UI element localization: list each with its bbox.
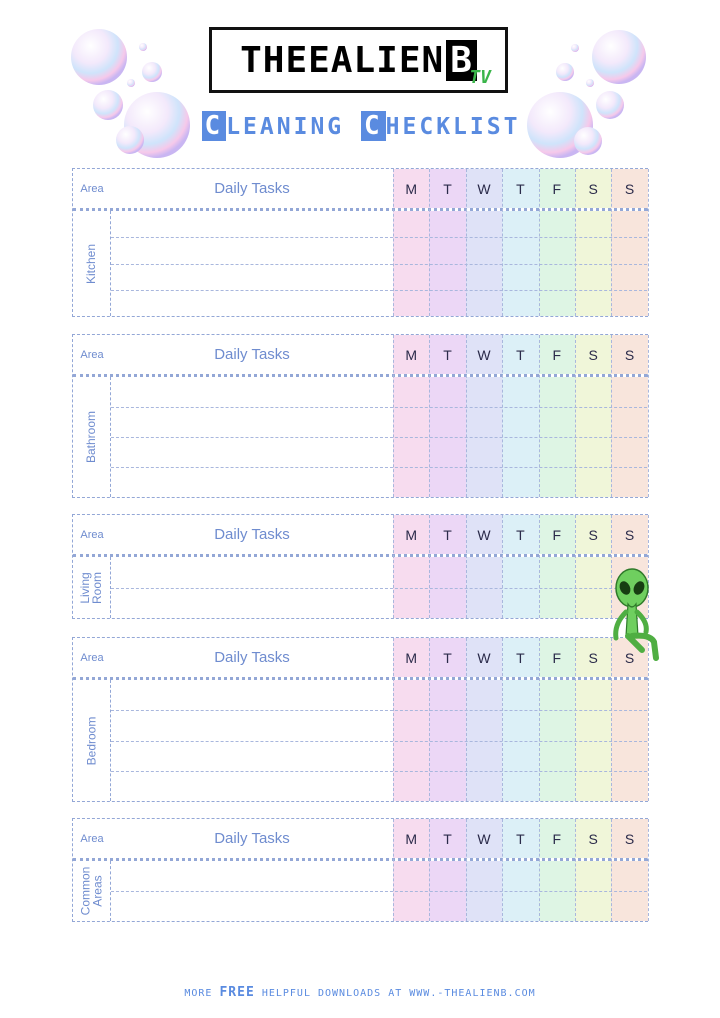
task-row [111, 771, 393, 801]
day-header-5: F [539, 819, 575, 858]
footer-post: HELPFUL DOWNLOADS AT WWW.-THEALIENB.COM [261, 988, 536, 999]
task-row [111, 680, 393, 710]
logo-wordmark [240, 40, 477, 81]
day-header-4: T [502, 515, 538, 554]
checklist-section-2 [72, 334, 648, 498]
column-divider [611, 169, 612, 316]
area-name-cell [73, 211, 111, 316]
daily-tasks-header-label: Daily Tasks [214, 649, 290, 666]
column-divider [611, 335, 612, 497]
area-name-line-1: Common [78, 866, 93, 916]
area-name-text: Kitchen [84, 243, 99, 284]
area-header-label: Area [80, 832, 104, 845]
column-divider [429, 335, 430, 497]
checklist-section-4 [72, 637, 648, 802]
title-word-1: LEANING [226, 114, 345, 140]
day-header-6: S [575, 638, 611, 677]
table-header [73, 169, 647, 211]
column-divider [502, 169, 503, 316]
checklist-section-5 [72, 818, 648, 922]
area-name-label [79, 571, 103, 603]
footer-pre: MORE [184, 988, 213, 999]
day-header-6: S [575, 335, 611, 374]
day-header-3: W [466, 169, 502, 208]
table-header [73, 515, 647, 557]
task-row [111, 437, 393, 467]
day-header-1: M [393, 638, 429, 677]
column-divider [466, 169, 467, 316]
day-header-3: W [466, 819, 502, 858]
day-header-2: T [429, 638, 465, 677]
day-header-6: S [575, 169, 611, 208]
checklist-section-3 [72, 514, 648, 619]
day-header-6: S [575, 515, 611, 554]
day-header-2: T [429, 819, 465, 858]
day-header-2: T [429, 515, 465, 554]
day-header-1: M [393, 819, 429, 858]
column-divider [575, 819, 576, 921]
area-name-cell [73, 861, 111, 921]
day-header-3: W [466, 515, 502, 554]
area-name-cell [73, 557, 111, 618]
area-header-label: Area [80, 182, 104, 195]
table-header [73, 638, 647, 680]
day-header-1: M [393, 515, 429, 554]
daily-tasks-header-label: Daily Tasks [214, 180, 290, 197]
day-header-2: T [429, 169, 465, 208]
column-divider [393, 335, 394, 497]
column-divider [393, 169, 394, 316]
column-divider [575, 169, 576, 316]
column-divider [575, 335, 576, 497]
day-header-4: T [502, 638, 538, 677]
day-header-4: T [502, 335, 538, 374]
day-header-7: S [611, 819, 647, 858]
area-name-label [86, 243, 98, 283]
task-row [111, 264, 393, 290]
column-divider [466, 819, 467, 921]
column-divider [466, 515, 467, 618]
area-name-cell [73, 377, 111, 497]
task-row [111, 741, 393, 771]
column-divider [611, 819, 612, 921]
task-row [111, 467, 393, 497]
task-row [111, 290, 393, 316]
area-name-label [86, 411, 98, 463]
column-divider [502, 819, 503, 921]
column-divider [393, 638, 394, 801]
area-header-label: Area [80, 651, 104, 664]
column-divider [539, 638, 540, 801]
bubble-left-group [71, 29, 190, 158]
task-row [111, 588, 393, 619]
day-header-7: S [611, 335, 647, 374]
logo-main-text: THEEALIEN [240, 39, 445, 81]
column-divider [429, 169, 430, 316]
column-divider [429, 515, 430, 618]
column-divider [466, 335, 467, 497]
logo-tv-text: TV [469, 67, 491, 88]
area-header-label: Area [80, 528, 104, 541]
page-title [200, 111, 522, 143]
task-row [111, 237, 393, 263]
column-divider [575, 515, 576, 618]
day-header-3: W [466, 335, 502, 374]
table-header [73, 335, 647, 377]
column-divider [466, 638, 467, 801]
area-name-text: Bedroom [84, 716, 99, 765]
column-divider [502, 638, 503, 801]
column-divider [429, 638, 430, 801]
area-name-text: Bathroom [84, 410, 99, 464]
column-divider [502, 515, 503, 618]
day-header-4: T [502, 819, 538, 858]
alien-mascot-icon [608, 566, 664, 666]
task-row [111, 377, 393, 407]
day-header-7: S [611, 638, 647, 677]
column-divider [648, 335, 649, 497]
title-word-2: HECKLIST [385, 114, 521, 140]
day-header-6: S [575, 819, 611, 858]
column-divider [539, 819, 540, 921]
column-divider [393, 515, 394, 618]
daily-tasks-header-label: Daily Tasks [214, 526, 290, 543]
day-header-1: M [393, 169, 429, 208]
day-header-4: T [502, 169, 538, 208]
task-row [111, 891, 393, 921]
column-divider [502, 335, 503, 497]
area-name-line-2: Room [90, 571, 105, 604]
checklist-section-1 [72, 168, 648, 317]
area-name-cell [73, 680, 111, 801]
area-name-line-2: Areas [90, 875, 105, 907]
task-row [111, 861, 393, 891]
column-divider [539, 169, 540, 316]
column-divider [429, 819, 430, 921]
brand-logo [209, 27, 508, 93]
day-header-7: S [611, 515, 647, 554]
bubble-right-group [527, 30, 646, 158]
task-row [111, 211, 393, 237]
footer-free: FREE [219, 985, 255, 1000]
column-divider [575, 638, 576, 801]
task-row [111, 557, 393, 588]
title-cap-1: C [202, 111, 227, 141]
day-header-5: F [539, 335, 575, 374]
area-name-label [86, 716, 98, 765]
title-cap-2: C [361, 111, 386, 141]
task-row [111, 710, 393, 740]
footer-text [0, 985, 720, 1000]
logo-b-letter: B [446, 40, 477, 81]
day-header-5: F [539, 638, 575, 677]
column-divider [648, 169, 649, 316]
area-name-label [80, 867, 104, 916]
day-header-7: S [611, 169, 647, 208]
day-header-5: F [539, 515, 575, 554]
area-header-label: Area [80, 348, 104, 361]
column-divider [539, 515, 540, 618]
area-name-line-1: Living [78, 571, 93, 604]
day-header-3: W [466, 638, 502, 677]
column-divider [393, 819, 394, 921]
day-header-5: F [539, 169, 575, 208]
column-divider [539, 335, 540, 497]
task-row [111, 407, 393, 437]
day-header-2: T [429, 335, 465, 374]
column-divider [648, 819, 649, 921]
daily-tasks-header-label: Daily Tasks [214, 830, 290, 847]
table-header [73, 819, 647, 861]
daily-tasks-header-label: Daily Tasks [214, 346, 290, 363]
day-header-1: M [393, 335, 429, 374]
